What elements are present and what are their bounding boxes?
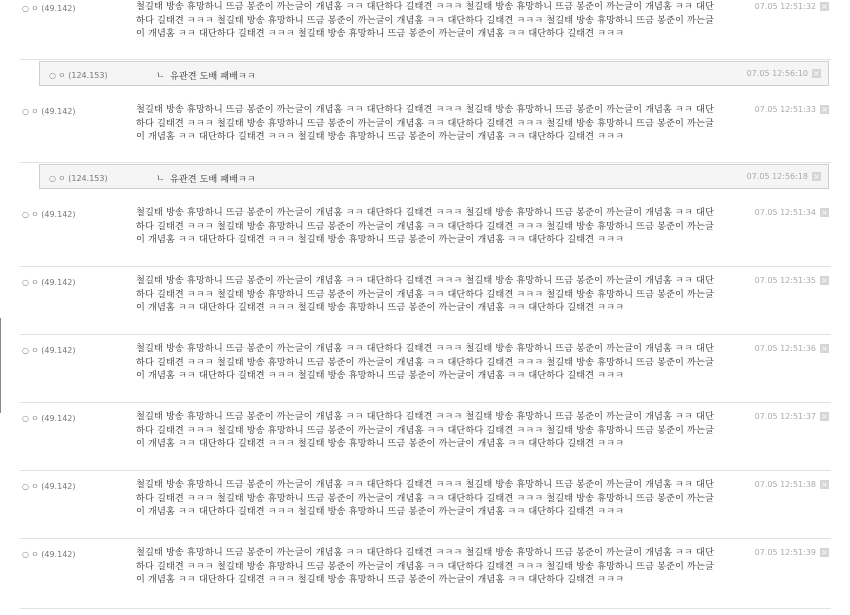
author-dot-icon: ○ — [22, 4, 29, 13]
reply-author[interactable] — [49, 173, 108, 184]
comment-author[interactable] — [22, 106, 76, 117]
author-dot-icon: ○ — [22, 482, 29, 491]
comment-author[interactable] — [22, 481, 76, 492]
reply-meta — [747, 69, 821, 78]
comment-date: 07.05 12:51:34 — [754, 208, 816, 217]
author-dot-icon: ○ — [22, 550, 29, 559]
reply-arrow-icon: ㄴ — [156, 71, 165, 81]
author-ip: ㅇ (49.142) — [30, 107, 76, 116]
comment-text: 철길태 방송 휴망하니 뜨금 봉준이 까는글이 개념홈 ㅋㅋ 대단하다 길태견 ㅋㅋㅋ 철길태 방송 휴망하니 뜨금 봉준이 까는글이 개념홈 ㅋㅋ 대단하다 길태견 ㅋㅋㅋ 철길태 방송 휴망하니 뜨금 봉준이 까는글이 개념홈 ㅋㅋ 대단하다 길태견 ㅋㅋㅋ 철길태 방송 휴망하니 뜨금 봉준이 까는글이 개념홈 ㅋㅋ 대단하다 길태견 ㅋㅋㅋ 철길태 방송 휴망하니 뜨금 봉준이 까는글이 개념홈 ㅋㅋ 대단하다 길태견 ㅋㅋㅋ — [136, 479, 714, 518]
comment-text: 철길태 방송 휴망하니 뜨금 봉준이 까는글이 개념홈 ㅋㅋ 대단하다 길태견 ㅋㅋㅋ 철길태 방송 휴망하니 뜨금 봉준이 까는글이 개념홈 ㅋㅋ 대단하다 길태견 ㅋㅋㅋ 철길태 방송 휴망하니 뜨금 봉준이 까는글이 개념홈 ㅋㅋ 대단하다 길태견 ㅋㅋㅋ 철길태 방송 휴망하니 뜨금 봉준이 까는글이 개념홈 ㅋㅋ 대단하다 길태견 ㅋㅋㅋ 철길태 방송 휴망하니 뜨금 봉준이 까는글이 개념홈 ㅋㅋ 대단하다 길태견 ㅋㅋㅋ — [136, 104, 714, 143]
comment-date: 07.05 12:51:37 — [754, 412, 816, 421]
comment-date: 07.05 12:51:33 — [754, 105, 816, 114]
comment-text: 철길태 방송 휴망하니 뜨금 봉준이 까는글이 개념홈 ㅋㅋ 대단하다 길태견 ㅋㅋㅋ 철길태 방송 휴망하니 뜨금 봉준이 까는글이 개념홈 ㅋㅋ 대단하다 길태견 ㅋㅋㅋ 철길태 방송 휴망하니 뜨금 봉준이 까는글이 개념홈 ㅋㅋ 대단하다 길태견 ㅋㅋㅋ 철길태 방송 휴망하니 뜨금 봉준이 까는글이 개념홈 ㅋㅋ 대단하다 길태견 ㅋㅋㅋ 철길태 방송 휴망하니 뜨금 봉준이 까는글이 개념홈 ㅋㅋ 대단하다 길태견 ㅋㅋㅋ — [136, 1, 714, 40]
comment-author[interactable] — [22, 345, 76, 356]
comment-text: 철길태 방송 휴망하니 뜨금 봉준이 까는글이 개념홈 ㅋㅋ 대단하다 길태견 ㅋㅋㅋ 철길태 방송 휴망하니 뜨금 봉준이 까는글이 개념홈 ㅋㅋ 대단하다 길태견 ㅋㅋㅋ 철길태 방송 휴망하니 뜨금 봉준이 까는글이 개념홈 ㅋㅋ 대단하다 길태견 ㅋㅋㅋ 철길태 방송 휴망하니 뜨금 봉준이 까는글이 개념홈 ㅋㅋ 대단하다 길태견 ㅋㅋㅋ 철길태 방송 휴망하니 뜨금 봉준이 까는글이 개념홈 ㅋㅋ 대단하다 길태견 ㅋㅋㅋ — [136, 275, 714, 314]
comment-row — [20, 274, 831, 335]
author-dot-icon: ○ — [49, 174, 56, 183]
author-ip: ㅇ (49.142) — [30, 210, 76, 219]
reply-row — [39, 164, 829, 189]
author-dot-icon: ○ — [22, 278, 29, 287]
delete-icon[interactable]: × — [821, 208, 828, 217]
delete-icon[interactable]: × — [821, 412, 828, 421]
delete-icon[interactable]: × — [813, 172, 820, 181]
author-ip: ㅇ (49.142) — [30, 4, 76, 13]
author-ip: ㅇ (49.142) — [30, 550, 76, 559]
reply-text: 유관견 도배 패배ㅋㅋ — [170, 71, 256, 82]
comment-author[interactable] — [22, 277, 76, 288]
comment-date: 07.05 12:51:35 — [754, 276, 816, 285]
author-ip: ㅇ (49.142) — [30, 346, 76, 355]
reply-text: 유관견 도배 패배ㅋㅋ — [170, 174, 256, 185]
delete-icon[interactable]: × — [821, 105, 828, 114]
reply-arrow-icon: ㄴ — [156, 174, 165, 184]
comment-date: 07.05 12:51:38 — [754, 480, 816, 489]
comment-author[interactable] — [22, 413, 76, 424]
comment-meta — [755, 344, 829, 353]
comment-date: 07.05 12:51:36 — [754, 344, 816, 353]
comment-date: 07.05 12:51:32 — [754, 2, 816, 11]
delete-icon[interactable]: × — [813, 69, 820, 78]
author-ip: ㅇ (49.142) — [30, 482, 76, 491]
comment-author[interactable] — [22, 549, 76, 560]
comment-date: 07.05 12:51:39 — [754, 548, 816, 557]
comment-text: 철길태 방송 휴망하니 뜨금 봉준이 까는글이 개념홈 ㅋㅋ 대단하다 길태견 ㅋㅋㅋ 철길태 방송 휴망하니 뜨금 봉준이 까는글이 개념홈 ㅋㅋ 대단하다 길태견 ㅋㅋㅋ 철길태 방송 휴망하니 뜨금 봉준이 까는글이 개념홈 ㅋㅋ 대단하다 길태견 ㅋㅋㅋ 철길태 방송 휴망하니 뜨금 봉준이 까는글이 개념홈 ㅋㅋ 대단하다 길태견 ㅋㅋㅋ 철길태 방송 휴망하니 뜨금 봉준이 까는글이 개념홈 ㅋㅋ 대단하다 길태견 ㅋㅋㅋ — [136, 411, 714, 450]
author-ip: ㅇ (49.142) — [30, 414, 76, 423]
comment-meta — [755, 208, 829, 217]
comment-row — [20, 410, 831, 471]
comment-text: 철길태 방송 휴망하니 뜨금 봉준이 까는글이 개념홈 ㅋㅋ 대단하다 길태견 ㅋㅋㅋ 철길태 방송 휴망하니 뜨금 봉준이 까는글이 개념홈 ㅋㅋ 대단하다 길태견 ㅋㅋㅋ 철길태 방송 휴망하니 뜨금 봉준이 까는글이 개념홈 ㅋㅋ 대단하다 길태견 ㅋㅋㅋ 철길태 방송 휴망하니 뜨금 봉준이 까는글이 개념홈 ㅋㅋ 대단하다 길태견 ㅋㅋㅋ 철길태 방송 휴망하니 뜨금 봉준이 까는글이 개념홈 ㅋㅋ 대단하다 길태견 ㅋㅋㅋ — [136, 207, 714, 246]
comment-row — [20, 0, 831, 60]
author-dot-icon: ○ — [22, 107, 29, 116]
delete-icon[interactable]: × — [821, 344, 828, 353]
comment-meta — [755, 412, 829, 421]
reply-date: 07.05 12:56:10 — [746, 69, 808, 78]
comment-meta — [755, 548, 829, 557]
author-ip: ㅇ (49.142) — [30, 278, 76, 287]
comment-text: 철길태 방송 휴망하니 뜨금 봉준이 까는글이 개념홈 ㅋㅋ 대단하다 길태견 ㅋㅋㅋ 철길태 방송 휴망하니 뜨금 봉준이 까는글이 개념홈 ㅋㅋ 대단하다 길태견 ㅋㅋㅋ 철길태 방송 휴망하니 뜨금 봉준이 까는글이 개념홈 ㅋㅋ 대단하다 길태견 ㅋㅋㅋ 철길태 방송 휴망하니 뜨금 봉준이 까는글이 개념홈 ㅋㅋ 대단하다 길태견 ㅋㅋㅋ 철길태 방송 휴망하니 뜨금 봉준이 까는글이 개념홈 ㅋㅋ 대단하다 길태견 ㅋㅋㅋ — [136, 547, 714, 586]
page-left-rule — [0, 318, 1, 413]
author-dot-icon: ○ — [22, 346, 29, 355]
comment-text: 철길태 방송 휴망하니 뜨금 봉준이 까는글이 개념홈 ㅋㅋ 대단하다 길태견 ㅋㅋㅋ 철길태 방송 휴망하니 뜨금 봉준이 까는글이 개념홈 ㅋㅋ 대단하다 길태견 ㅋㅋㅋ 철길태 방송 휴망하니 뜨금 봉준이 까는글이 개념홈 ㅋㅋ 대단하다 길태견 ㅋㅋㅋ 철길태 방송 휴망하니 뜨금 봉준이 까는글이 개념홈 ㅋㅋ 대단하다 길태견 ㅋㅋㅋ 철길태 방송 휴망하니 뜨금 봉준이 까는글이 개념홈 ㅋㅋ 대단하다 길태견 ㅋㅋㅋ — [136, 343, 714, 382]
author-ip: ㅇ (124.153) — [57, 174, 108, 183]
comment-row — [20, 546, 831, 609]
author-ip: ㅇ (124.153) — [57, 71, 108, 80]
comment-meta — [755, 276, 829, 285]
comment-row — [20, 342, 831, 403]
comment-meta — [755, 2, 829, 11]
comment-author[interactable] — [22, 3, 76, 14]
comment-row — [20, 103, 831, 163]
comment-author[interactable] — [22, 209, 76, 220]
delete-icon[interactable]: × — [821, 2, 828, 11]
reply-row — [39, 61, 829, 86]
comment-meta — [755, 480, 829, 489]
delete-icon[interactable]: × — [821, 276, 828, 285]
reply-author[interactable] — [49, 70, 108, 81]
author-dot-icon: ○ — [22, 210, 29, 219]
comment-row — [20, 206, 831, 267]
author-dot-icon: ○ — [22, 414, 29, 423]
author-dot-icon: ○ — [49, 71, 56, 80]
comment-meta — [755, 105, 829, 114]
reply-date: 07.05 12:56:18 — [746, 172, 808, 181]
delete-icon[interactable]: × — [821, 480, 828, 489]
delete-icon[interactable]: × — [821, 548, 828, 557]
reply-meta — [747, 172, 821, 181]
comment-row — [20, 478, 831, 539]
